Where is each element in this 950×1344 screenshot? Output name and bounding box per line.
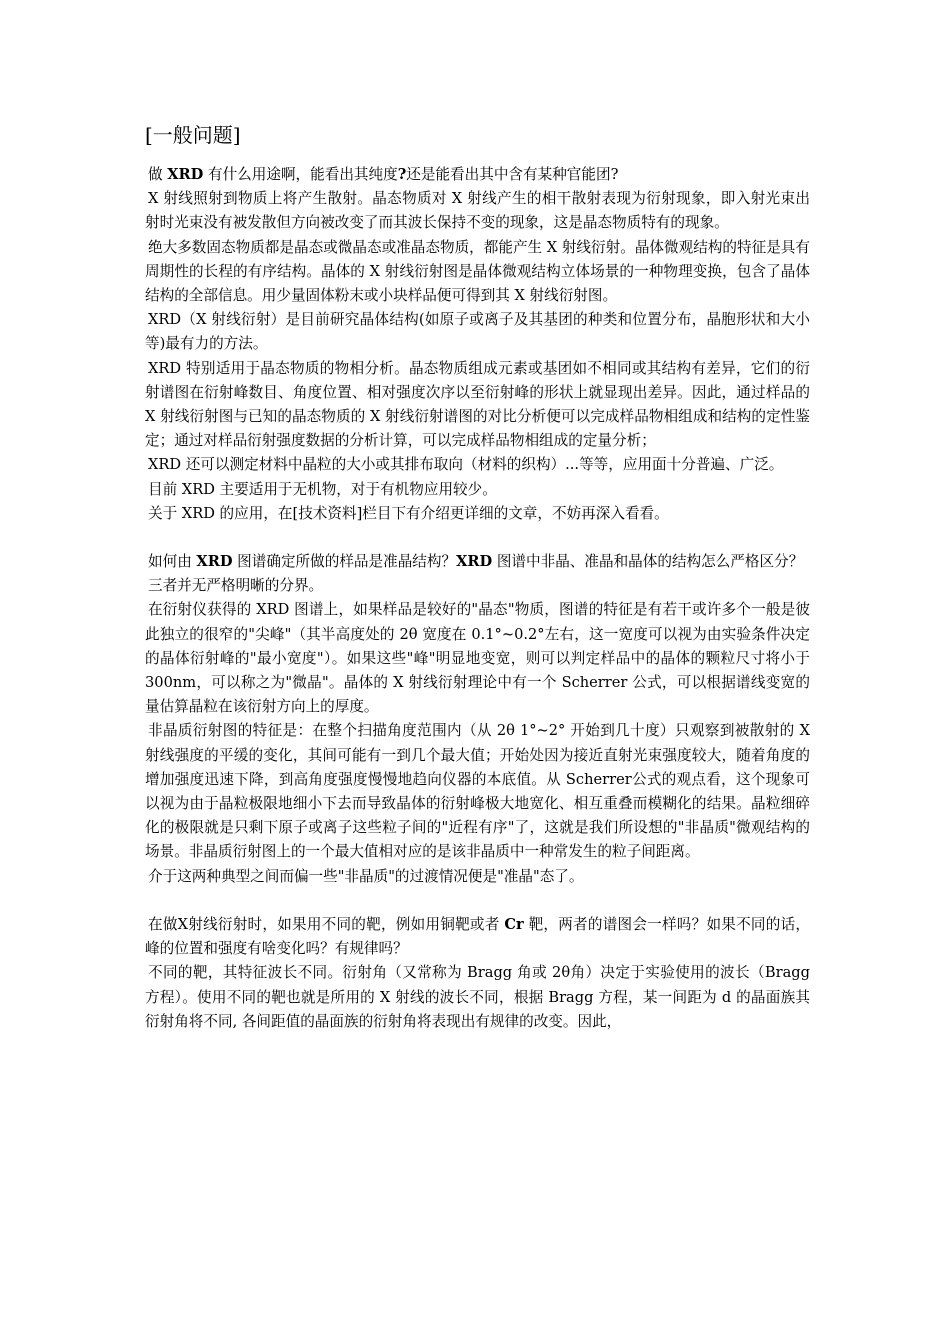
bold-term: ? <box>397 166 407 183</box>
answer-paragraph: 关于 XRD 的应用，在[技术资料]栏目下有介绍更详细的文章，不妨再深入看看。 <box>148 504 669 522</box>
question-text: 靶，两者的谱图会一样吗？如果不同的话，峰的位置和强度有啥变化吗？有规律吗？ <box>145 915 810 958</box>
answer-paragraph: X 射线照射到物质上将产生散射。晶态物质对 X 射线产生的相干散射表现为衍射现象，即入射光束出射时光束没有被发散但方向被改变了而其波长保持不变的现象，这是晶态物质特有的现象。 <box>145 190 810 232</box>
question-text: 有什么用途啊，能看出其纯度 <box>203 166 398 183</box>
bold-term: Cr <box>504 915 524 933</box>
question-paragraph <box>145 550 810 574</box>
answer-paragraph: 三者并无严格明晰的分界。 <box>148 577 324 595</box>
answer-paragraph: XRD（X 射线衍射）是目前研究晶体结构(如原子或离子及其基团的种类和位置分布，晶胞形状和大小等)最有力的方法。 <box>145 311 810 353</box>
answer-paragraph: 介于这两种典型之间而偏一些"非晶质"的过渡情况便是"准晶"态了。 <box>148 867 584 885</box>
question-text: 图谱中非晶、准晶和晶体的结构怎么严格区分？ <box>492 553 804 571</box>
answer-paragraph: 不同的靶，其特征波长不同。衍射角（又常称为 Bragg 角或 2θ角）决定于实验使用的波长（Bragg 方程）。使用不同的靶也就是所用的 X 射线的波长不同，根据 Bragg 方程，某一间距为 d 的晶面族其衍射角将不同, 各间距值的晶面族的衍射角将表现出有规律的改变。因此， <box>145 964 810 1030</box>
question-text: 在做X射线衍射时，如果用不同的靶，例如用铜靶或者 <box>148 915 505 933</box>
question-text: 做 <box>148 166 168 183</box>
answer-paragraph: XRD 特别适用于晶态物质的物相分析。晶态物质组成元素或基团如不相同或其结构有差异，它们的衍射谱图在衍射峰数目、角度位置、相对强度次序以至衍射峰的形状上就显现出差异。因此，通过样品的 X 射线衍射图与已知的晶态物质的 X 射线衍射谱图的对比分析便可以完成样品物相组成和结构的定性鉴定；通过对样品衍射强度数据的分析计算，可以完成样品物相组成的定量分析； <box>145 359 810 450</box>
document-body <box>145 163 810 1034</box>
answer-paragraph: 非晶质衍射图的特征是：在整个扫描角度范围内（从 2θ 1°~2° 开始到几十度）只观察到被散射的 X 射线强度的平缓的变化，其间可能有一到几个最大值；开始处因为接近直射光束强度较大，随着角度的增加强度迅速下降，到高角度强度慢慢地趋向仪器的本底值。从 Scherrer公式的观点看，这个现象可以视为由于晶粒极限地细小下去而导致晶体的衍射峰极大地宽化、相互重叠而模糊化的结果。晶粒细碎化的极限就是只剩下原子或离子这些粒子间的"近程有序"了，这就是我们所设想的"非晶质"微观结构的场景。非晶质衍射图上的一个最大值相对应的是该非晶质中一种常发生的粒子间距离。 <box>145 722 810 861</box>
answer-paragraph: 绝大多数固态物质都是晶态或微晶态或准晶态物质，都能产生 X 射线衍射。晶体微观结构的特征是具有周期性的长程的有序结构。晶体的 X 射线衍射图是晶体微观结构立体场景的一种物理变换，包含了晶体结构的全部信息。用少量固体粉末或小块样品便可得到其 X 射线衍射图。 <box>145 238 810 305</box>
bold-term: XRD <box>167 166 204 183</box>
answer-paragraph: XRD 还可以测定材料中晶粒的大小或其排布取向（材料的织构）...等等，应用面十分普遍、广泛。 <box>148 456 784 474</box>
section-heading: [一般问题] <box>145 123 241 147</box>
bold-term: XRD <box>196 553 233 571</box>
question-text: 图谱确定所做的样品是准晶结构？ <box>232 553 457 571</box>
answer-paragraph: 在衍射仪获得的 XRD 图谱上，如果样品是较好的"晶态"物质，图谱的特征是有若干或许多个一般是彼此独立的很窄的"尖峰"（其半高度处的 2θ 宽度在 0.1°~0.2°左右，这一宽度可以视为由实验条件决定的晶体衍射峰的"最小宽度"）。如果这些"峰"明显地变宽，则可以判定样品中的晶体的颗粒尺寸将小于 300nm，可以称之为"微晶"。晶体的 X 射线衍射理论中有一个 Scherrer 公式，可以根据谱线变宽的量估算晶粒在该衍射方向上的厚度。 <box>145 601 810 716</box>
bold-term: XRD <box>456 553 493 571</box>
question-paragraph <box>145 163 810 187</box>
question-text: 还是能看出其中含有某种官能团? <box>406 166 619 183</box>
question-text: 如何由 <box>148 553 197 571</box>
question-paragraph <box>145 913 810 961</box>
answer-paragraph: 目前 XRD 主要适用于无机物，对于有机物应用较少。 <box>148 480 497 498</box>
